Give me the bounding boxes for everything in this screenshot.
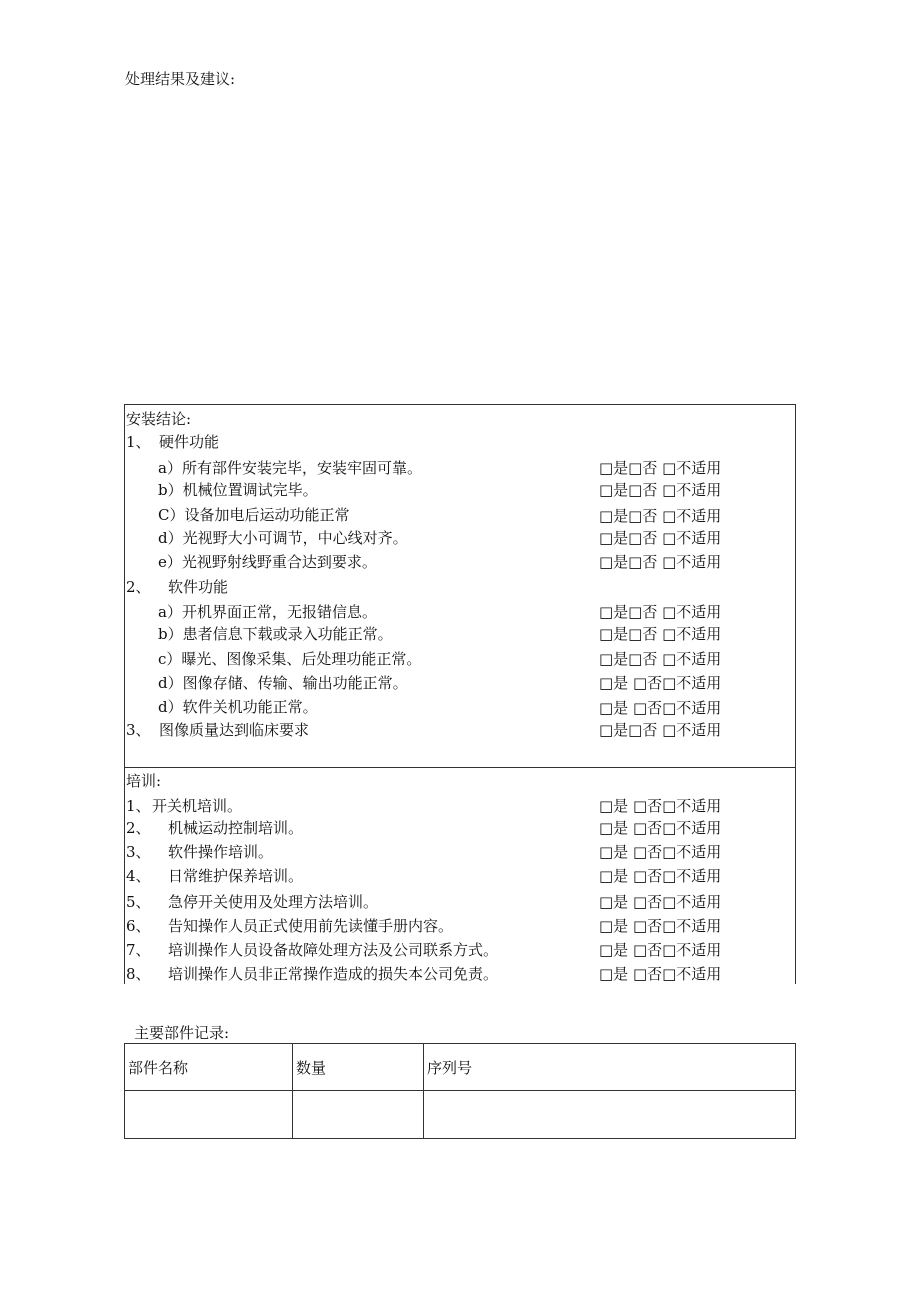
hardware-item: C）设备加电后运动功能正常 xyxy=(158,506,350,524)
parts-title: 主要部件记录: xyxy=(134,1024,230,1042)
training-item: 开关机培训。 xyxy=(152,797,243,815)
training-options[interactable]: □是 □否□不适用 xyxy=(599,797,722,815)
group-number: 3、 xyxy=(126,721,151,739)
training-number: 7、 xyxy=(126,941,151,959)
training-title: 培训: xyxy=(126,772,162,790)
training-options[interactable]: □是 □否□不适用 xyxy=(599,843,722,861)
hardware-options[interactable]: □是□否 □不适用 xyxy=(599,553,722,571)
group-label-software: 软件功能 xyxy=(168,578,229,596)
install-title: 安装结论: xyxy=(126,410,192,428)
software-options[interactable]: □是 □否□不适用 xyxy=(599,699,722,717)
hardware-item: e）光视野射线野重合达到要求。 xyxy=(158,553,377,571)
software-options[interactable]: □是□否 □不适用 xyxy=(599,625,722,643)
software-item: d）软件关机功能正常。 xyxy=(158,698,318,716)
hardware-options[interactable]: □是□否 □不适用 xyxy=(599,459,722,477)
hardware-options[interactable]: □是□否 □不适用 xyxy=(599,481,722,499)
training-number: 8、 xyxy=(126,965,151,983)
parts-cell-serial[interactable] xyxy=(424,1091,796,1139)
hardware-item: d）光视野大小可调节，中心线对齐。 xyxy=(158,529,408,547)
parts-header-name: 部件名称 xyxy=(125,1044,293,1091)
training-item: 机械运动控制培训。 xyxy=(168,819,304,837)
training-item: 告知操作人员正式使用前先读懂手册内容。 xyxy=(168,917,454,935)
training-options[interactable]: □是 □否□不适用 xyxy=(599,965,722,983)
page-heading: 处理结果及建议: xyxy=(125,70,236,88)
parts-header-quantity: 数量 xyxy=(293,1044,424,1091)
training-item: 培训操作人员非正常操作造成的损失本公司免责。 xyxy=(168,965,499,983)
parts-cell-name[interactable] xyxy=(125,1091,293,1139)
training-number: 5、 xyxy=(126,893,151,911)
software-options[interactable]: □是 □否□不适用 xyxy=(599,674,722,692)
training-options[interactable]: □是 □否□不适用 xyxy=(599,893,722,911)
training-number: 1、 xyxy=(126,797,151,815)
parts-header-row xyxy=(125,1044,796,1091)
software-item: d）图像存储、传输、输出功能正常。 xyxy=(158,674,408,692)
group-number: 1、 xyxy=(126,433,151,451)
hardware-item: b）机械位置调试完毕。 xyxy=(158,481,318,499)
training-options[interactable]: □是 □否□不适用 xyxy=(599,867,722,885)
training-options[interactable]: □是 □否□不适用 xyxy=(599,819,722,837)
image-quality-options[interactable]: □是□否 □不适用 xyxy=(599,721,722,739)
hardware-item: a）所有部件安装完毕，安装牢固可靠。 xyxy=(158,459,422,477)
training-number: 6、 xyxy=(126,917,151,935)
hardware-options[interactable]: □是□否 □不适用 xyxy=(599,507,722,525)
training-item: 软件操作培训。 xyxy=(168,843,274,861)
group-label-hardware: 硬件功能 xyxy=(159,433,220,451)
software-item: c）曝光、图像采集、后处理功能正常。 xyxy=(158,650,422,668)
training-options[interactable]: □是 □否□不适用 xyxy=(599,941,722,959)
training-item: 培训操作人员设备故障处理方法及公司联系方式。 xyxy=(168,941,499,959)
table-row xyxy=(125,1091,796,1139)
training-number: 4、 xyxy=(126,867,151,885)
parts-header-serial: 序列号 xyxy=(424,1044,796,1091)
training-item: 日常维护保养培训。 xyxy=(168,867,304,885)
hardware-options[interactable]: □是□否 □不适用 xyxy=(599,529,722,547)
group-label-image-quality: 图像质量达到临床要求 xyxy=(159,721,310,739)
training-number: 3、 xyxy=(126,843,151,861)
training-item: 急停开关使用及处理方法培训。 xyxy=(168,893,379,911)
group-number: 2、 xyxy=(126,578,151,596)
section-divider xyxy=(124,767,795,768)
software-options[interactable]: □是□否 □不适用 xyxy=(599,650,722,668)
parts-table xyxy=(124,1043,796,1139)
training-number: 2、 xyxy=(126,819,151,837)
software-item: b）患者信息下载或录入功能正常。 xyxy=(158,625,393,643)
training-options[interactable]: □是 □否□不适用 xyxy=(599,917,722,935)
software-options[interactable]: □是□否 □不适用 xyxy=(599,603,722,621)
software-item: a）开机界面正常，无报错信息。 xyxy=(158,603,377,621)
parts-cell-quantity[interactable] xyxy=(293,1091,424,1139)
